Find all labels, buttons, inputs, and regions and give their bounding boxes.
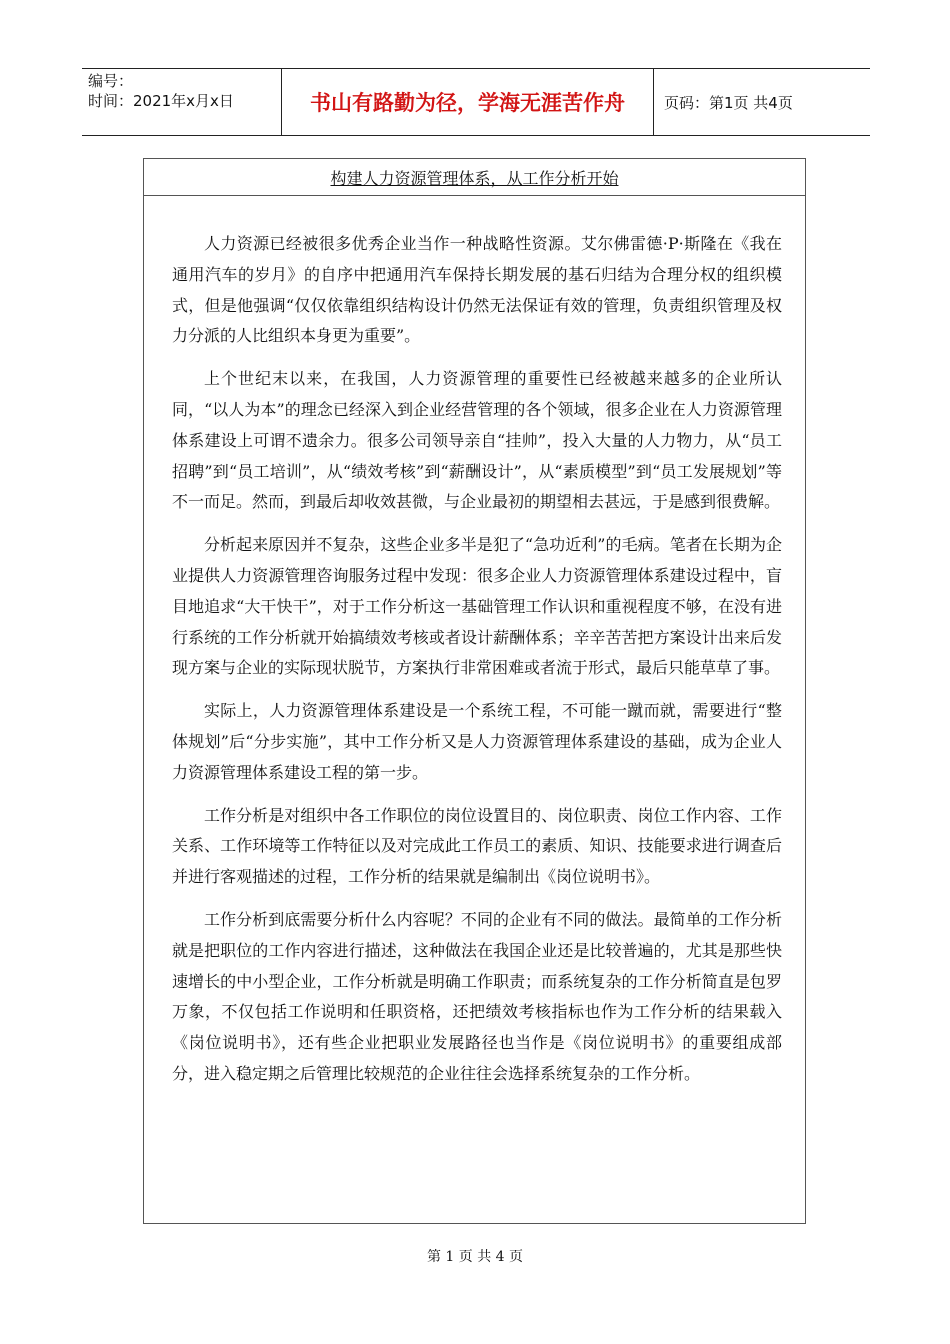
motto-text: 书山有路勤为径，学海无涯苦作舟: [310, 91, 625, 115]
document-header: [82, 68, 870, 136]
page-footer: [0, 1246, 950, 1266]
article-box: [143, 158, 806, 1224]
page-info-cell: [654, 69, 870, 135]
article-title: 构建人力资源管理体系，从工作分析开始: [330, 168, 619, 188]
paragraph: 分析起来原因并不复杂，这些企业多半是犯了“急功近利”的毛病。笔者在长期为企业提供人力资源管理咨询服务过程中发现：很多企业人力资源管理体系建设过程中，盲目地追求“大干快干”，对于工作分析这一基础管理工作认识和重视程度不够，在没有进行系统的工作分析就开始搞绩效考核或者设计薪酬体系；辛辛苦苦把方案设计出来后发现方案与企业的实际现状脱节，方案执行非常困难或者流于形式，最后只能草草了事。: [172, 535, 782, 678]
paragraph: 工作分析是对组织中各工作职位的岗位设置目的、岗位职责、岗位工作内容、工作关系、工作环境等工作特征以及对完成此工作员工的素质、知识、技能要求进行调查后并进行客观描述的过程，工作分析的结果就是编制出《岗位说明书》。: [172, 805, 782, 887]
paragraph: 实际上，人力资源管理体系建设是一个系统工程，不可能一蹴而就，需要进行“整体规划”后“分步实施”，其中工作分析又是人力资源管理体系建设的基础，成为企业人力资源管理体系建设工程的第一步。: [172, 701, 782, 782]
motto-cell: [282, 69, 654, 135]
article-title-row: [144, 159, 805, 196]
article-body: [172, 229, 782, 1102]
paragraph: 人力资源已经被很多优秀企业当作一种战略性资源。艾尔佛雷德·P·斯隆在《我在通用汽车的岁月》的自序中把通用汽车保持长期发展的基石归结为合理分权的组织模式，但是他强调“仅仅依靠组织结构设计仍然无法保证有效的管理，负责组织管理及权力分派的人比组织本身更为重要”。: [172, 234, 782, 346]
footer-page-number: 第 1 页 共 4 页: [426, 1249, 524, 1265]
paragraph: 上个世纪末以来，在我国，人力资源管理的重要性已经被越来越多的企业所认同，“以人为本”的理念已经深入到企业经营管理的各个领域，很多企业在人力资源管理体系建设上可谓不遗余力。很多公司领导亲自“挂帅”，投入大量的人力物力，从“员工招聘”到“员工培训”，从“绩效考核”到“薪酬设计”，从“素质模型”到“员工发展规划”等不一而足。然而，到最后却收效甚微，与企业最初的期望相去甚远，于是感到很费解。: [172, 369, 782, 512]
number-label: 编号：: [88, 72, 134, 90]
page-info-text: 页码：第1页 共4页: [664, 93, 793, 112]
header-meta-cell: [82, 69, 282, 135]
paragraph: 工作分析到底需要分析什么内容呢？不同的企业有不同的做法。最简单的工作分析就是把职位的工作内容进行描述，这种做法在我国企业还是比较普遍的，尤其是那些快速增长的中小型企业，工作分析就是明确工作职责；而系统复杂的工作分析简直是包罗万象，不仅包括工作说明和任职资格，还把绩效考核指标也作为工作分析的结果载入《岗位说明书》，还有些企业把职业发展路径也当作是《岗位说明书》的重要组成部分，进入稳定期之后管理比较规范的企业往往会选择系统复杂的工作分析。: [172, 909, 782, 1083]
date-label: 时间：2021年x月x日: [88, 92, 234, 110]
